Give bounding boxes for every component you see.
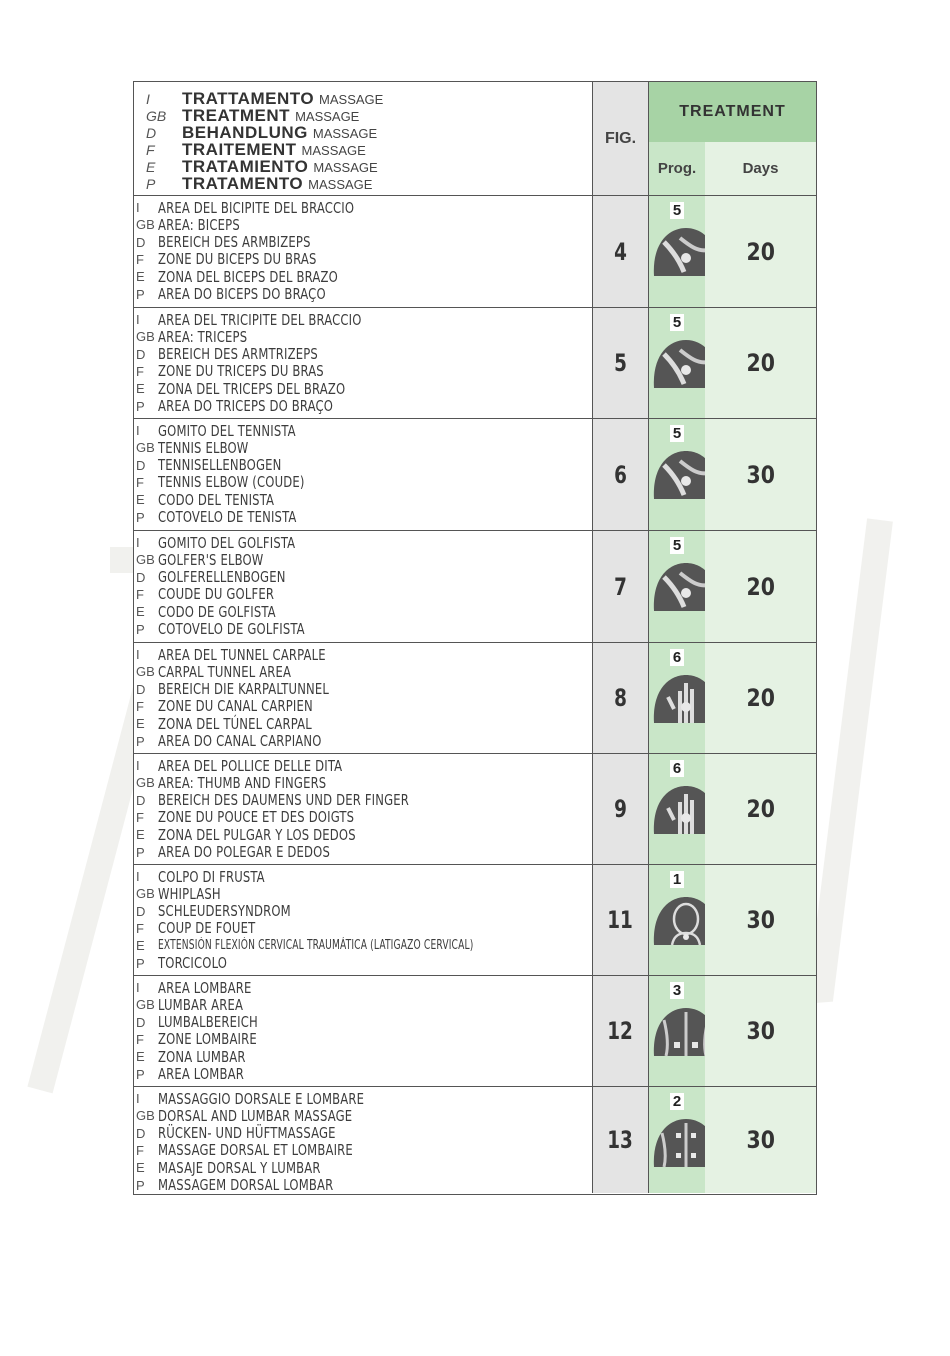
treatment-title: TRATAMIENTO [182, 157, 309, 176]
language-code: E [136, 1160, 145, 1176]
treatment-line [136, 1107, 384, 1124]
language-code: D [136, 903, 146, 919]
header-language-line [140, 89, 383, 106]
program-cell [649, 196, 705, 307]
treatment-description [134, 643, 593, 753]
language-code: E [136, 381, 145, 397]
treatment-line [136, 663, 313, 680]
treatment-name: BEREICH DIE KARPALTUNNEL [158, 680, 330, 699]
treatment-subtitle: MASSAGE [313, 160, 378, 175]
language-code: E [136, 716, 145, 732]
treatment-line [136, 234, 335, 251]
treatment-name: AREA DO TRICEPS DO BRAÇO [158, 397, 334, 415]
treatment-name: BEREICH DES ARMBIZEPS [158, 233, 311, 252]
days-cell [705, 754, 816, 864]
figure-number: 11 [607, 906, 634, 934]
treatment-name: ZONE LOMBAIRE [158, 1030, 257, 1049]
program-cell [649, 865, 705, 975]
treatment-name: GOLFERELLENBOGEN [158, 568, 286, 587]
table-row [134, 1086, 816, 1193]
table-row [134, 195, 816, 307]
fig-label: FIG. [604, 129, 637, 147]
program-cell [649, 531, 705, 642]
language-code: P [136, 1066, 145, 1082]
language-code: I [136, 423, 140, 438]
days-cell [705, 976, 816, 1086]
treatment-name: BEREICH DES ARMTRIZEPS [158, 345, 318, 364]
treatment-line [136, 698, 338, 715]
figure-number: 7 [614, 572, 627, 601]
language-code: D [136, 234, 146, 250]
days-number: 20 [746, 349, 775, 377]
language-code: P [136, 398, 145, 414]
days-cell [705, 308, 816, 418]
language-code: GB [136, 775, 155, 791]
program-number: 2 [670, 1093, 684, 1110]
treatment-name: COLPO DI FRUSTA [158, 867, 265, 886]
language-code: E [136, 1049, 145, 1065]
program-number: 5 [670, 202, 684, 219]
treatment-line [136, 551, 281, 568]
language-code: F [136, 809, 144, 825]
treatment-name: AREA DO POLEGAR E DEDOS [158, 843, 330, 861]
treatment-subtitle: MASSAGE [319, 92, 384, 107]
days-cell [705, 865, 816, 975]
language-code: P [136, 1177, 145, 1193]
treatment-name: TENNIS ELBOW (COUDE) [158, 473, 305, 492]
treatment-name: AREA: TRICEPS [158, 327, 248, 346]
language-code: GB [136, 1108, 155, 1124]
language-code: I [136, 312, 140, 327]
treatment-line [136, 534, 318, 551]
language-code: I [136, 535, 140, 550]
treatment-line [136, 509, 319, 526]
treatment-line [136, 1159, 347, 1176]
figure-number: 8 [614, 684, 627, 712]
treatment-name: AREA LOMBAR [158, 1065, 244, 1083]
program-number: 5 [670, 425, 684, 442]
treatment-subtitle: MASSAGE [312, 126, 378, 141]
treatment-name: TORCICOLO [158, 954, 228, 972]
treatment-line [136, 979, 267, 996]
treatment-line [136, 586, 293, 603]
treatment-name: MASAJE DORSAL Y LUMBAR [158, 1158, 321, 1177]
program-cell [649, 419, 705, 530]
treatment-name: AREA DEL TUNNEL CARPALE [158, 645, 326, 664]
treatment-line [136, 1048, 260, 1065]
treatment-name: ZONA DEL TÚNEL CARPAL [158, 714, 312, 733]
treatment-name: AREA DEL TRICIPITE DEL BRACCIO [158, 310, 362, 329]
prog-label: Prog. [657, 160, 697, 177]
treatment-name: ZONA DEL TRICEPS DEL BRAZO [158, 379, 346, 398]
language-code: P [136, 621, 145, 637]
treatment-title: BEHANDLUNG [182, 123, 308, 142]
treatment-name: GOMITO DEL GOLFISTA [158, 533, 296, 552]
treatment-title: TRAITEMENT [182, 140, 297, 159]
treatment-description [134, 1087, 593, 1193]
language-code: I [136, 647, 140, 662]
treatment-label: TREATMENT [649, 82, 816, 142]
treatment-line [136, 474, 328, 491]
treatment-line [136, 937, 562, 954]
language-code: I [146, 91, 150, 107]
table-row [134, 530, 816, 642]
treatment-line [136, 621, 329, 638]
days-number: 20 [746, 572, 775, 601]
treatment-line [136, 844, 358, 861]
treatment-name: AREA DEL POLLICE DELLE DITA [158, 756, 343, 775]
language-code: I [136, 758, 140, 773]
language-code: E [136, 938, 145, 954]
language-code: GB [146, 108, 167, 124]
figure-number: 6 [614, 460, 627, 489]
treatment-line [136, 346, 344, 363]
language-code: F [136, 474, 144, 490]
treatment-name: MASSAGGIO DORSALE E LOMBARE [158, 1089, 365, 1108]
table-row [134, 975, 816, 1086]
treatment-name: GOMITO DEL TENNISTA [158, 421, 296, 440]
treatment-description [134, 865, 593, 975]
days-number: 30 [746, 460, 775, 489]
table-row [134, 307, 816, 418]
table-header [134, 82, 816, 195]
treatment-line [136, 1090, 398, 1107]
figure-cell [593, 976, 649, 1086]
treatment-description [134, 196, 593, 307]
treatment-line [136, 903, 313, 920]
treatment-line [136, 681, 357, 698]
treatment-name: CODO DEL TENISTA [158, 490, 275, 509]
treatment-line [136, 569, 306, 586]
treatment-line [136, 715, 337, 732]
treatment-name: COUP DE FOUET [158, 919, 256, 938]
treatment-name: MASSAGE DORSAL ET LOMBAIRE [158, 1141, 353, 1160]
program-number-wrap [649, 760, 705, 777]
treatment-line [136, 216, 253, 233]
treatment-name: COTOVELO DE GOLFISTA [158, 620, 305, 638]
figure-number: 4 [614, 237, 627, 266]
treatment-name: EXTENSIÓN FLEXIÓN CERVICAL TRAUMÁTICA (LATIGAZO CERVICAL) [158, 938, 474, 954]
treatment-name: BEREICH DES DAUMENS UND DER FINGER [158, 791, 410, 810]
language-code: F [136, 586, 144, 602]
language-code: E [136, 492, 145, 508]
figure-cell [593, 754, 649, 864]
treatment-line [136, 646, 353, 663]
treatment-line [136, 996, 257, 1013]
language-code: D [136, 1125, 146, 1141]
days-label: Days [742, 160, 779, 177]
program-number: 3 [670, 982, 684, 999]
language-code: GB [136, 997, 155, 1013]
program-number: 6 [670, 649, 684, 666]
program-number-wrap [649, 537, 705, 554]
treatment-line [136, 1066, 258, 1083]
language-code: GB [136, 440, 155, 456]
treatment-name: SCHLEUDERSYNDROM [158, 902, 291, 921]
treatment-name: AREA: THUMB AND FINGERS [158, 773, 327, 792]
treatment-line [136, 603, 295, 620]
header-language-line [140, 157, 378, 174]
treatment-description [134, 531, 593, 642]
treatment-name: ZONA LUMBAR [158, 1047, 246, 1066]
treatment-name: TENNISELLENBOGEN [158, 456, 282, 475]
treatment-name: LUMBAR AREA [158, 995, 244, 1014]
treatment-line [136, 826, 388, 843]
days-number: 20 [746, 237, 775, 266]
figure-cell [593, 308, 649, 418]
treatment-line [136, 757, 372, 774]
treatment-name: ZONE DU TRICEPS DU BRAS [158, 362, 324, 381]
treatment-line [136, 363, 351, 380]
treatment-name: LUMBALBEREICH [158, 1013, 258, 1032]
table-row [134, 864, 816, 975]
treatment-name: CODO DE GOLFISTA [158, 602, 276, 621]
language-code: I [136, 1091, 140, 1106]
program-number-wrap [649, 649, 705, 666]
treatment-subtitle: MASSAGE [308, 177, 373, 192]
figure-cell [593, 531, 649, 642]
language-code: E [136, 269, 145, 285]
days-number: 30 [746, 1126, 775, 1154]
treatment-line [136, 809, 386, 826]
treatment-name: WHIPLASH [158, 884, 221, 903]
language-code: D [136, 681, 146, 697]
header-fig [593, 82, 649, 195]
treatment-name: AREA DEL BICIPITE DEL BRACCIO [158, 198, 355, 217]
program-number: 5 [670, 537, 684, 554]
treatment-line [136, 199, 386, 216]
treatment-line [136, 733, 348, 750]
table-row [134, 418, 816, 530]
treatment-name: CARPAL TUNNEL AREA [158, 662, 292, 681]
program-number-wrap [649, 202, 705, 219]
treatment-line [136, 774, 354, 791]
treatment-name: COUDE DU GOLFER [158, 585, 275, 604]
program-cell [649, 308, 705, 418]
program-cell [649, 1087, 705, 1193]
language-code: F [136, 698, 144, 714]
treatment-line [136, 955, 238, 972]
language-code: E [136, 604, 145, 620]
program-number: 1 [670, 871, 684, 888]
figure-number: 5 [614, 349, 627, 377]
treatment-line [136, 885, 231, 902]
program-number-wrap [649, 871, 705, 888]
treatment-subtitle: MASSAGE [295, 109, 360, 124]
language-code: GB [136, 664, 155, 680]
header-language-line [140, 174, 372, 191]
program-cell [649, 976, 705, 1086]
treatment-line [136, 868, 282, 885]
days-cell [705, 196, 816, 307]
treatment-line [136, 251, 342, 268]
figure-cell [593, 643, 649, 753]
days-cell [705, 1087, 816, 1193]
treatment-name: ZONE DU POUCE ET DES DOIGTS [158, 808, 355, 827]
program-number-wrap [649, 1093, 705, 1110]
language-code: GB [136, 217, 155, 233]
treatment-line [136, 439, 263, 456]
treatment-table [133, 81, 817, 1195]
days-cell [705, 419, 816, 530]
treatment-name: TENNIS ELBOW [158, 438, 249, 457]
treatment-name: MASSAGEM DORSAL LOMBAR [158, 1176, 334, 1194]
treatment-title: TREATMENT [182, 106, 291, 125]
treatment-name: ZONA DEL BICEPS DEL BRAZO [158, 267, 338, 286]
treatment-description [134, 308, 593, 418]
language-code: I [136, 200, 140, 215]
treatment-name: COTOVELO DE TENISTA [158, 508, 297, 526]
treatment-line [136, 1014, 274, 1031]
language-code: D [136, 346, 146, 362]
treatment-line [136, 491, 293, 508]
language-code: F [136, 251, 144, 267]
days-cell [705, 643, 816, 753]
table-row [134, 642, 816, 753]
treatment-title: TRATAMENTO [182, 174, 304, 193]
treatment-name: AREA: BICEPS [158, 215, 240, 234]
treatment-line [136, 1125, 365, 1142]
days-number: 30 [746, 1017, 775, 1045]
language-code: D [136, 792, 146, 808]
treatment-title: TRATTAMENTO [182, 89, 315, 108]
treatment-line [136, 268, 367, 285]
language-code: D [136, 569, 146, 585]
language-code: F [136, 363, 144, 379]
language-code: D [136, 457, 146, 473]
treatment-name: GOLFER'S ELBOW [158, 550, 264, 569]
program-number-wrap [649, 425, 705, 442]
treatment-name: ZONE DU CANAL CARPIEN [158, 697, 313, 716]
program-number-wrap [649, 982, 705, 999]
language-code: F [146, 142, 155, 158]
treatment-name: AREA DO CANAL CARPIANO [158, 732, 322, 750]
language-code: P [146, 176, 156, 192]
treatment-line [136, 1177, 362, 1194]
language-code: P [136, 286, 145, 302]
treatment-line [136, 1031, 273, 1048]
figure-number: 12 [607, 1017, 634, 1045]
treatment-name: RÜCKEN- UND HÜFTMASSAGE [158, 1124, 336, 1143]
days-number: 20 [746, 795, 775, 823]
figure-cell [593, 865, 649, 975]
figure-number: 9 [614, 795, 627, 823]
language-code: F [136, 1031, 144, 1047]
language-code: P [136, 509, 145, 525]
treatment-line [136, 328, 262, 345]
language-code: F [136, 920, 144, 936]
language-code: GB [136, 329, 155, 345]
language-code: I [136, 869, 140, 884]
language-code: I [136, 980, 140, 995]
language-code: P [136, 844, 145, 860]
treatment-name: DORSAL AND LUMBAR MASSAGE [158, 1106, 353, 1125]
language-code: E [146, 159, 156, 175]
figure-number: 13 [607, 1126, 634, 1154]
language-code: P [136, 733, 145, 749]
treatment-line [136, 1142, 385, 1159]
language-code: D [136, 1014, 146, 1030]
language-code: E [136, 827, 145, 843]
treatment-line [136, 792, 450, 809]
treatment-line [136, 380, 376, 397]
header-language-line [140, 123, 377, 140]
figure-cell [593, 196, 649, 307]
days-cell [705, 531, 816, 642]
treatment-line [136, 422, 318, 439]
language-code: GB [136, 552, 155, 568]
days-number: 20 [746, 684, 775, 712]
figure-cell [593, 1087, 649, 1193]
language-code: D [146, 125, 157, 141]
treatment-name: ZONA DEL PULGAR Y LOS DEDOS [158, 825, 356, 844]
treatment-line [136, 398, 362, 415]
treatment-description [134, 976, 593, 1086]
header-language-line [140, 140, 366, 157]
header-language-line [140, 106, 359, 123]
treatment-description [134, 754, 593, 864]
program-number: 6 [670, 760, 684, 777]
language-code: P [136, 955, 145, 971]
treatment-line [136, 286, 353, 303]
language-code: F [136, 1142, 144, 1158]
treatment-name: AREA LOMBARE [158, 978, 252, 997]
treatment-name: AREA DO BICEPS DO BRAÇO [158, 285, 326, 303]
figure-cell [593, 419, 649, 530]
treatment-name: ZONE DU BICEPS DU BRAS [158, 250, 317, 269]
program-number-wrap [649, 314, 705, 331]
days-number: 30 [746, 906, 775, 934]
program-cell [649, 643, 705, 753]
treatment-subtitle: MASSAGE [301, 143, 366, 158]
treatment-line [136, 457, 302, 474]
treatment-line [136, 920, 271, 937]
program-number: 5 [670, 314, 684, 331]
treatment-description [134, 419, 593, 530]
treatment-line [136, 311, 395, 328]
table-row [134, 753, 816, 864]
language-code: GB [136, 886, 155, 902]
program-cell [649, 754, 705, 864]
